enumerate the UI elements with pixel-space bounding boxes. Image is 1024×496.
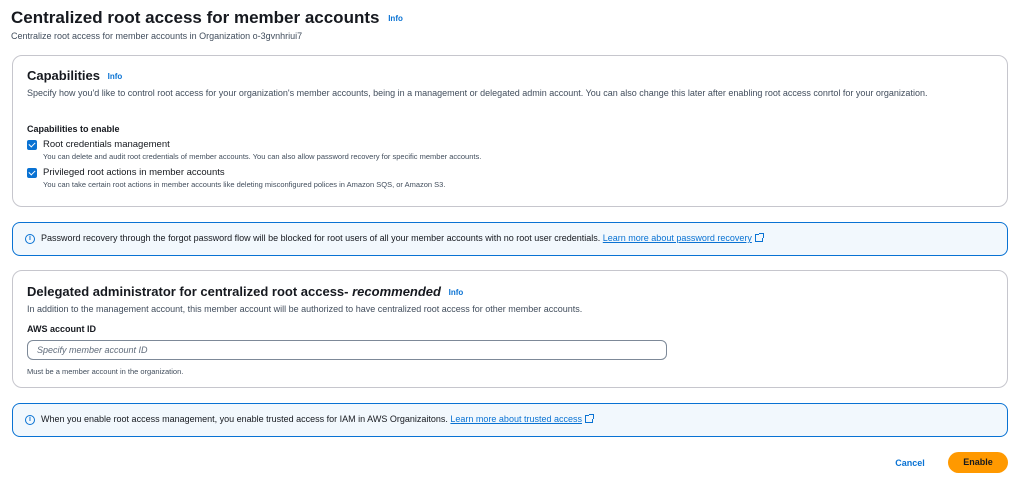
password-recovery-alert-message: Password recovery through the forgot password flow will be blocked for root users of all your member accounts with no root user credentials.	[41, 233, 601, 243]
root-credentials-description: You can delete and audit root credentials of member accounts. You can also allow password recovery for specific member accounts.	[43, 152, 482, 161]
capabilities-panel	[12, 55, 1008, 207]
aws-account-id-input[interactable]	[27, 340, 667, 360]
delegated-admin-panel	[12, 270, 1008, 388]
page-title-text: Centralized root access for member accounts	[11, 8, 380, 27]
delegated-admin-title-text: Delegated administrator for centralized root access-	[27, 284, 353, 299]
trusted-access-alert	[12, 403, 1008, 437]
page-title	[11, 8, 403, 28]
privileged-actions-label: Privileged root actions in member accounts	[43, 167, 225, 178]
page-info-link[interactable]: Info	[388, 14, 403, 24]
privileged-actions-checkbox[interactable]	[27, 168, 37, 178]
info-circle-icon: i	[25, 415, 35, 425]
password-recovery-alert-text	[41, 233, 763, 243]
external-link-icon	[755, 234, 763, 242]
cancel-button[interactable]: Cancel	[895, 458, 925, 468]
capabilities-info-link[interactable]: Info	[107, 72, 123, 82]
delegated-admin-description: In addition to the management account, this member account will be authorized to have centralized root access for other member accounts.	[27, 304, 583, 314]
privileged-actions-description: You can take certain root actions in member accounts like deleting misconfigured polices in Amazon SQS, or Amazon S3.	[43, 180, 446, 189]
enable-button[interactable]: Enable	[948, 452, 1008, 473]
password-recovery-alert	[12, 222, 1008, 256]
root-credentials-checkbox[interactable]	[27, 140, 37, 150]
capabilities-title	[27, 68, 122, 83]
capabilities-title-text: Capabilities	[27, 68, 100, 83]
delegated-admin-title-emphasis: recommended	[352, 284, 441, 299]
trusted-access-alert-message: When you enable root access management, you enable trusted access for IAM in AWS Organizaitons.	[41, 414, 448, 424]
delegated-admin-title	[27, 284, 463, 299]
password-recovery-learn-more-link[interactable]	[603, 233, 763, 243]
capabilities-description: Specify how you'd like to control root access for your organization's member accounts, being in a management or delegated admin account. You can also change this later after enabling root access conrtol for your organization.	[27, 88, 928, 98]
password-recovery-link-text[interactable]: Learn more about password recovery	[602, 233, 752, 243]
external-link-icon	[585, 415, 593, 423]
root-credentials-label: Root credentials management	[43, 139, 170, 150]
trusted-access-alert-text	[41, 414, 593, 424]
delegated-admin-info-link[interactable]: Info	[448, 288, 464, 298]
trusted-access-learn-more-link[interactable]	[450, 414, 593, 424]
aws-account-id-label: AWS account ID	[27, 324, 97, 334]
trusted-access-link-text[interactable]: Learn more about trusted access	[450, 414, 582, 424]
capabilities-section-label: Capabilities to enable	[27, 124, 120, 134]
page-description: Centralize root access for member accounts in Organization o-3gvnhriui7	[11, 31, 303, 41]
info-circle-icon: i	[25, 234, 35, 244]
aws-account-id-hint: Must be a member account in the organization.	[27, 367, 184, 376]
